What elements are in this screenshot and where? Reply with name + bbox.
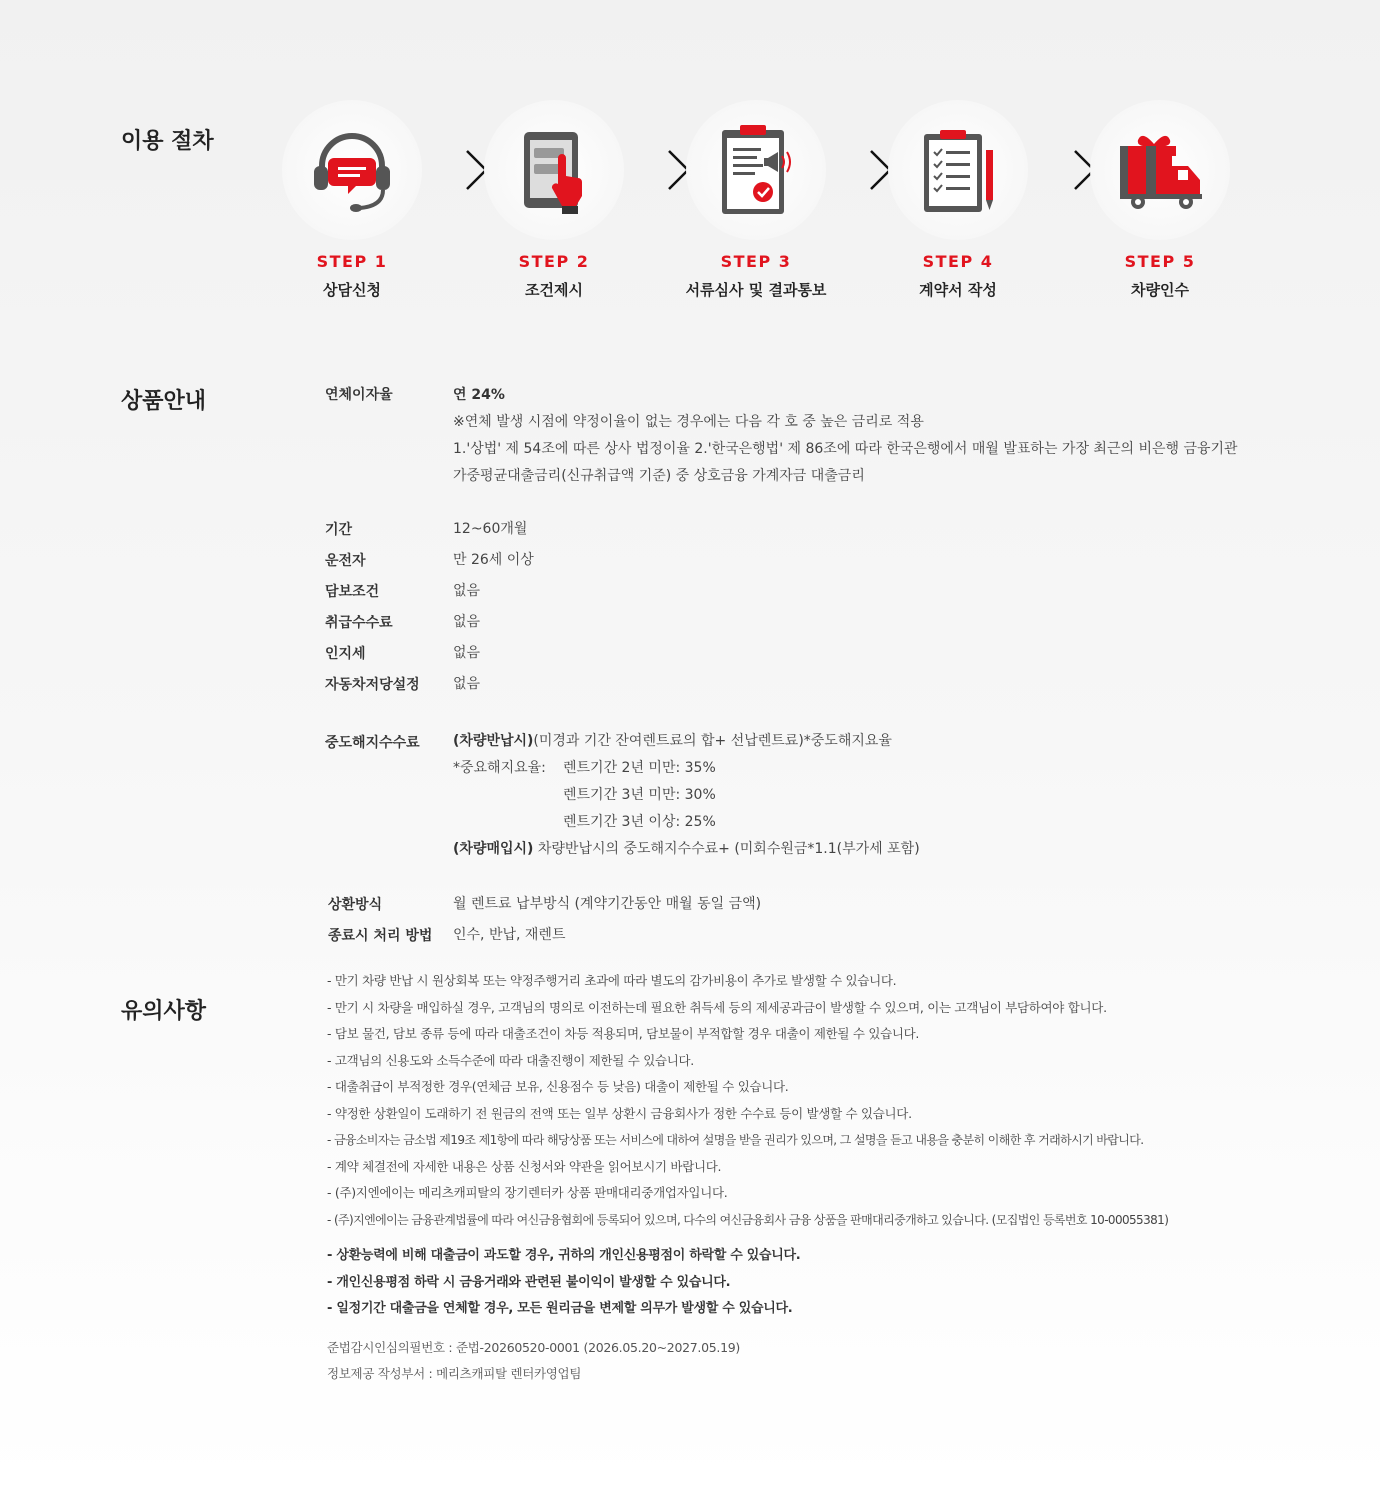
note-item: - 금융소비자는 금소법 제19조 제1항에 따라 해당상품 또는 서비스에 대하여 설명을 받을 권리가 있으며, 그 설명을 듣고 내용을 충분히 이해한 후 거래하시기 바랍니다. <box>327 1133 1144 1147</box>
step-3-icon-circle <box>686 100 826 240</box>
note-bold-item: - 상환능력에 비해 대출금이 과도할 경우, 귀하의 개인신용평점이 하락할 수 있습니다. <box>327 1248 801 1263</box>
late-interest-line-3: 가중평균대출금리(신규취급액 기준) 중 상호금융 가계자금 대출금리 <box>453 468 865 484</box>
step-1-icon-circle <box>282 100 422 240</box>
procedure-title: 이용 절차 <box>121 129 214 154</box>
driver-value: 만 26세 이상 <box>453 552 534 568</box>
late-interest-label: 연체이자율 <box>325 387 393 403</box>
tablet-touch-icon <box>506 122 602 218</box>
late-interest-value-block <box>453 382 1333 490</box>
mortgage-label: 자동차저당설정 <box>325 677 420 693</box>
driver-label: 운전자 <box>325 553 366 569</box>
department: 정보제공 작성부서 : 메리츠캐피탈 렌터카영업팀 <box>327 1365 582 1381</box>
late-interest-value: 연 24% <box>453 387 505 403</box>
end-process-value: 인수, 반납, 재렌트 <box>453 927 566 943</box>
step-5 <box>1060 100 1260 300</box>
step-3 <box>656 100 856 300</box>
step-5-label: 차량인수 <box>1131 281 1189 299</box>
step-1-number: STEP 1 <box>316 252 388 271</box>
step-3-number: STEP 3 <box>720 252 792 271</box>
note-bold-item: - 일정기간 대출금을 연체할 경우, 모든 원리금을 변제할 의무가 발생할 수 있습니다. <box>327 1301 793 1316</box>
return-text: (미경과 기간 잔여렌트료의 합+ 선납렌트료)*중도해지요율 <box>533 733 892 749</box>
end-process-label: 종료시 처리 방법 <box>328 928 433 944</box>
rate-1: 렌트기간 2년 미만: 35% <box>563 760 716 776</box>
headset-icon <box>304 122 400 218</box>
stamp-tax-label: 인지세 <box>325 646 366 662</box>
step-1 <box>252 100 452 300</box>
stamp-tax-value: 없음 <box>453 645 481 661</box>
note-item: - (주)지엔에이는 금융관계법률에 따라 여신금융협회에 등록되어 있으며, 다수의 여신금융회사 금융 상품을 판매대리중개하고 있습니다. (모집법인 등록번호 10-00055381) <box>327 1212 1169 1227</box>
step-2-label: 조건제시 <box>525 281 583 299</box>
early-termination-value-block <box>453 728 1333 863</box>
rate-2: 렌트기간 3년 미만: 30% <box>563 787 716 803</box>
note-bold-item: - 개인신용평점 하락 시 금융거래와 관련된 불이익이 발생할 수 있습니다. <box>327 1274 731 1290</box>
collateral-value: 없음 <box>453 583 481 599</box>
period-value: 12~60개월 <box>453 521 528 537</box>
note-item: - 계약 체결전에 자세한 내용은 상품 신청서와 약관을 읽어보시기 바랍니다. <box>327 1158 722 1174</box>
late-interest-line-1: ※연체 발생 시점에 약정이율이 없는 경우에는 다음 각 호 중 높은 금리로 적용 <box>453 414 924 430</box>
note-item: - 만기 차량 반납 시 원상회복 또는 약정주행거리 초과에 따라 별도의 감가비용이 추가로 발생할 수 있습니다. <box>327 973 897 988</box>
step-4-number: STEP 4 <box>922 252 994 271</box>
repayment-value: 월 렌트료 납부방식 (계약기간동안 매월 동일 금액) <box>453 896 762 912</box>
rate-3: 렌트기간 3년 이상: 25% <box>563 814 716 830</box>
handling-fee-value: 없음 <box>453 614 481 630</box>
collateral-label: 담보조건 <box>325 584 380 600</box>
repayment-label: 상환방식 <box>328 897 383 913</box>
step-1-label: 상담신청 <box>323 281 381 299</box>
note-item: - 약정한 상환일이 도래하기 전 원금의 전액 또는 일부 상환시 금융회사가 정한 수수료 등이 발생할 수 있습니다. <box>327 1105 912 1121</box>
step-5-icon-circle <box>1090 100 1230 240</box>
notes-list <box>327 968 1327 1387</box>
gift-truck-icon <box>1112 122 1208 218</box>
checklist-pen-icon <box>910 122 1006 218</box>
rate-label: *중요해지요율: <box>453 760 546 776</box>
early-termination-label: 중도해지수수료 <box>325 735 420 751</box>
step-2-icon-circle <box>484 100 624 240</box>
step-2 <box>454 100 654 300</box>
compliance-number: 준법감시인심의필번호 : 준법-20260520-0001 (2026.05.20~2027.05.19) <box>327 1339 740 1355</box>
note-item: - 담보 물건, 담보 종류 등에 따라 대출조건이 차등 적용되며, 담보물이 부적합할 경우 대출이 제한될 수 있습니다. <box>327 1026 920 1041</box>
step-4-label: 계약서 작성 <box>919 281 997 299</box>
note-item: - 고객님의 신용도와 소득수준에 따라 대출진행이 제한될 수 있습니다. <box>327 1052 694 1068</box>
clipboard-notice-icon <box>708 122 804 218</box>
handling-fee-label: 취급수수료 <box>325 615 393 631</box>
note-item: - (주)지엔에이는 메리츠캐피탈의 장기렌터카 상품 판매대리중개업자입니다. <box>327 1185 728 1200</box>
product-title: 상품안내 <box>121 389 207 414</box>
purchase-text: 차량반납시의 중도해지수수료+ (미회수원금*1.1(부가세 포함) <box>533 841 920 857</box>
late-interest-line-2: 1.'상법' 제 54조에 따른 상사 법정이율 2.'한국은행법' 제 86조에 따라 한국은행에서 매월 발표하는 가장 최근의 비은행 금융기관 <box>453 441 1238 457</box>
return-bold: (차량반납시) <box>453 733 534 749</box>
notes-title: 유의사항 <box>121 999 207 1024</box>
step-4 <box>858 100 1058 300</box>
step-5-number: STEP 5 <box>1124 252 1196 271</box>
step-4-icon-circle <box>888 100 1028 240</box>
step-2-number: STEP 2 <box>518 252 590 271</box>
note-item: - 만기 시 차량을 매입하실 경우, 고객님의 명의로 이전하는데 필요한 취득세 등의 제세공과금이 발생할 수 있으며, 이는 고객님이 부담하여야 합니다. <box>327 999 1107 1015</box>
purchase-bold: (차량매입시) <box>453 841 534 857</box>
period-label: 기간 <box>325 522 353 538</box>
mortgage-value: 없음 <box>453 676 481 692</box>
step-3-label: 서류심사 및 결과통보 <box>685 281 827 299</box>
note-item: - 대출취급이 부적정한 경우(연체금 보유, 신용점수 등 낮음) 대출이 제한될 수 있습니다. <box>327 1079 789 1094</box>
